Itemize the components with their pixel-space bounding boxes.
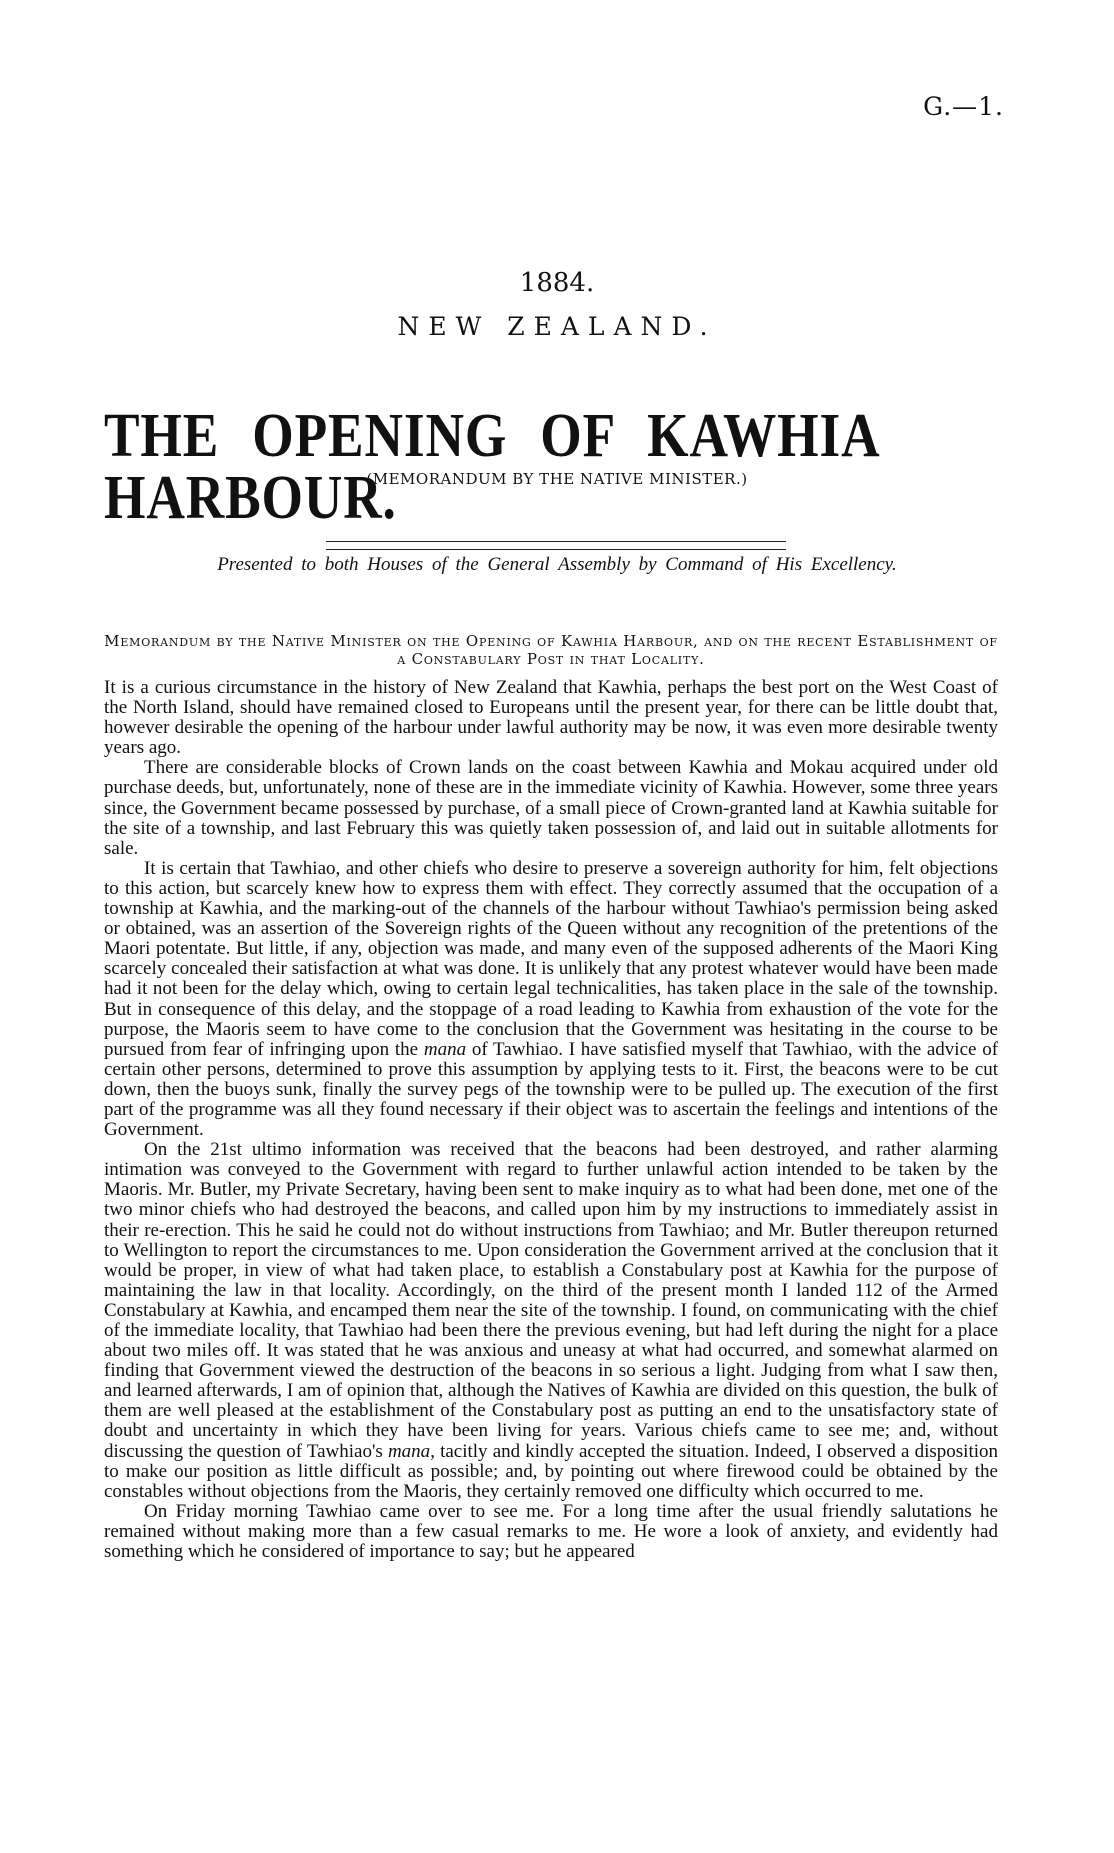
country: NEW ZEALAND. — [397, 312, 717, 341]
divider-rule — [326, 549, 786, 550]
paragraph — [104, 859, 998, 1140]
memorandum-heading: Memorandum by the Native Minister on the Opening of Kawhia Harbour, and on the recent Establishment of a Constabulary Post in that Locality. — [104, 632, 998, 668]
emphasis: mana — [387, 1440, 431, 1462]
paragraph: On Friday morning Tawhiao came over to see me. For a long time after the usual friendly salutations he remained without making more than a few casual remarks to me. He wore a look of anxiety, and evidently had something which he considered of importance to say; but he appeared — [104, 1500, 998, 1563]
document-subtitle: (MEMORANDUM BY THE NATIVE MINISTER.) — [366, 470, 748, 488]
paragraph-text: It is certain that Tawhiao, and other chiefs who desire to preserve a sovereign authority for him, felt objections to this action, but scarcely knew how to express them with effect. They correctly assumed that the occupation of a township at Kawhia, and the marking-out of the channels of the harbour without Tawhiao's permission being asked or obtained, was an assertion of the Sovereign rights of the Queen without any recognition of the pretentions of the Maori potentate. But little, if any, objection was made, and many even of the supposed adherents of the Maori King scarcely concealed their satisfaction at what was done. It is unlikely that any protest whatever would have been made had it not been for the delay which, owing to certain legal technicalities, has taken place in the sale of the township. But in consequence of this delay, and the stoppage of a road leading to Kawhia from exhaustion of the vote for the purpose, the Maoris seem to have come to the conclusion that the Government was hesitating in the course to be pursued from fear of infringing upon the — [104, 857, 998, 1060]
paragraph-text: of Tawhiao. I have satisfied myself that Tawhiao, with the advice of certain other persons, determined to prove this assumption by applying tests to it. First, the beacons were to be cut down, then the buoys sunk, finally the survey pegs of the township were to be pulled up. The execution of the first part of the programme was all they found necessary if their object was to ascertain the feelings and intentions of the Government. — [104, 1038, 999, 1141]
paragraph: There are considerable blocks of Crown lands on the coast between Kawhia and Mokau acquired under old purchase deeds, but, unfortunately, none of these are in the immediate vicinity of Kawhia. However, some three years since, the Government became possessed by purchase, of a small piece of Crown-granted land at Kawhia suitable for the site of a township, and last February this was quietly taken possession of, and laid out in suitable allotments for sale. — [104, 757, 998, 859]
year: 1884. — [519, 268, 595, 298]
paragraph-text: On the 21st ultimo information was received that the beacons had been destroyed, and rather alarming intimation was conveyed to the Government with regard to further unlawful action intended to be taken by the Maoris. Mr. Butler, my Private Secretary, having been sent to make inquiry as to what had been done, met one of the two minor chiefs who had destroyed the beacons, and called upon him by my instructions to immediately assist in their re-erection. This he said he could not do without instructions from Tawhiao; and Mr. Butler thereupon returned to Wellington to report the circumstances to me. Upon consideration the Government arrived at the conclusion that it would be proper, in view of what had taken place, to establish a Constabulary post at Kawhia for the purpose of maintaining the law in that locality. Accordingly, on the third of the present month I landed 112 of the Armed Constabulary at Kawhia, and encamped them near the site of the township. I found, on communicating with the chief of the immediate locality, that Tawhiao had been there the previous evening, but had left during the night for a place about two miles off. It was stated that he was anxious and uneasy at what had occurred, and somewhat alarmed on finding that Government viewed the destruction of the beacons in so serious a light. Judging from what I saw then, and learned afterwards, I am of opinion that, although the Natives of Kawhia are divided on this question, the bulk of them are well pleased at the establishment of the Constabulary post as putting an end to the unsatisfactory state of doubt and uncertainty in which they have been living for years. Various chiefs came to see me; and, without discussing the question of Tawhiao's — [104, 1139, 998, 1462]
paragraph: It is a curious circumstance in the history of New Zealand that Kawhia, perhaps the best port on the West Coast of the North Island, should have remained closed to Europeans until the present year, for there can be little doubt that, however desirable the opening of the harbour under lawful authority may be now, it was even more desirable twenty years ago. — [104, 677, 998, 759]
emphasis: mana — [423, 1038, 467, 1060]
presentation-line: Presented to both Houses of the General Assembly by Command of His Excellency. — [217, 554, 897, 575]
document-reference: G.—1. — [923, 92, 1004, 121]
paragraph — [104, 1140, 998, 1502]
divider-rule — [326, 541, 786, 542]
paragraph-text: , tacitly and kindly accepted the situation. Indeed, I observed a disposition to make our position as little difficult as possible; and, by pointing out where firewood could be obtained by the constables without objections from the Maoris, they certainly removed one difficulty which occurred to me. — [104, 1440, 999, 1502]
memorandum-body — [104, 678, 998, 1562]
document-title: THE OPENING OF KAWHIA HARBOUR. — [104, 402, 878, 532]
